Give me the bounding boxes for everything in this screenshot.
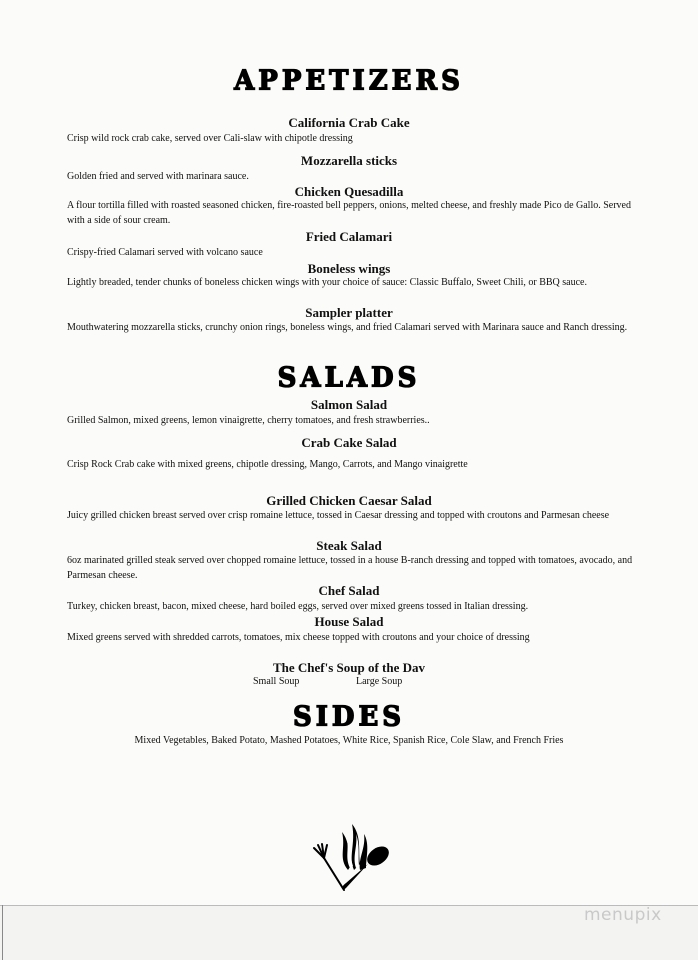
fork-spoon-flame-logo-icon bbox=[308, 818, 394, 894]
item-title-chef-salad: Chef Salad bbox=[318, 583, 380, 598]
item-desc-chef-salad: Turkey, chicken breast, bacon, mixed cheese, hard boiled eggs, served over mixed greens tossed in Italian dressing. bbox=[67, 601, 529, 612]
item-desc-fried-calamari: Crispy-fried Calamari served with volcano sauce bbox=[67, 247, 263, 258]
appetizers-heading: APPETIZERS bbox=[234, 65, 464, 97]
menupix-watermark: menupix bbox=[584, 905, 662, 925]
item-desc-house-salad: Mixed greens served with shredded carrots, tomatoes, mix cheese topped with croutons and your choice of dressing bbox=[67, 632, 530, 643]
item-desc-steak-salad: 6oz marinated grilled steak served over chopped romaine lettuce, tossed in a house B-ranch dressing and topped with tomatoes, avocado, and Parmesan cheese. bbox=[67, 555, 633, 581]
small-soup-option: Small Soup bbox=[253, 676, 300, 687]
item-title-fried-calamari: Fried Calamari bbox=[305, 229, 393, 244]
item-title-house-salad: House Salad bbox=[314, 614, 384, 629]
salads-heading: SALADS bbox=[277, 362, 421, 394]
item-title-sampler-platter: Sampler platter bbox=[305, 305, 393, 320]
item-title-steak-salad: Steak Salad bbox=[316, 538, 382, 553]
item-desc-sampler-platter: Mouthwatering mozzarella sticks, crunchy onion rings, boneless wings, and fried Calamari served with Marinara sauce and Ranch dressing. bbox=[67, 322, 628, 333]
item-title-chicken-quesadilla: Chicken Quesadilla bbox=[294, 184, 404, 199]
scan-border-line bbox=[2, 905, 3, 960]
item-desc-california-crab-cake: Crisp wild rock crab cake, served over Cali-slaw with chipotle dressing bbox=[67, 133, 353, 144]
item-title-salmon-salad: Salmon Salad bbox=[310, 397, 388, 412]
item-title-boneless-wings: Boneless wings bbox=[307, 261, 391, 276]
item-desc-crab-cake-salad: Crisp Rock Crab cake with mixed greens, chipotle dressing, Mango, Carrots, and Mango vinaigrette bbox=[67, 459, 468, 470]
sides-heading: SIDES bbox=[292, 701, 406, 733]
sides-list: Mixed Vegetables, Baked Potato, Mashed Potatoes, White Rice, Spanish Rice, Cole Slaw, and French Fries bbox=[134, 735, 564, 746]
item-desc-salmon-salad: Grilled Salmon, mixed greens, lemon vinaigrette, cherry tomatoes, and fresh strawberries.. bbox=[67, 415, 430, 426]
item-title-crab-cake-salad: Crab Cake Salad bbox=[301, 435, 397, 450]
soup-of-the-day-title: The Chef's Soup of the Dav bbox=[272, 660, 426, 675]
item-desc-mozzarella-sticks: Golden fried and served with marinara sauce. bbox=[67, 171, 249, 182]
item-desc-grilled-chicken-caesar-salad: Juicy grilled chicken breast served over crisp romaine lettuce, tossed in Caesar dressing and topped with croutons and Parmesan cheese bbox=[67, 510, 610, 521]
item-title-grilled-chicken-caesar-salad: Grilled Chicken Caesar Salad bbox=[266, 493, 432, 508]
item-desc-boneless-wings: Lightly breaded, tender chunks of boneless chicken wings with your choice of sauce: Classic Buffalo, Sweet Chili, or BBQ sauce. bbox=[67, 277, 587, 288]
large-soup-option: Large Soup bbox=[356, 676, 403, 687]
item-desc-chicken-quesadilla: A flour tortilla filled with roasted seasoned chicken, fire-roasted bell peppers, onions, melted cheese, and freshly made Pico de Gallo. Served with a side of sour cream. bbox=[67, 200, 631, 226]
item-title-mozzarella-sticks: Mozzarella sticks bbox=[300, 153, 398, 168]
item-title-california-crab-cake: California Crab Cake bbox=[288, 115, 410, 130]
